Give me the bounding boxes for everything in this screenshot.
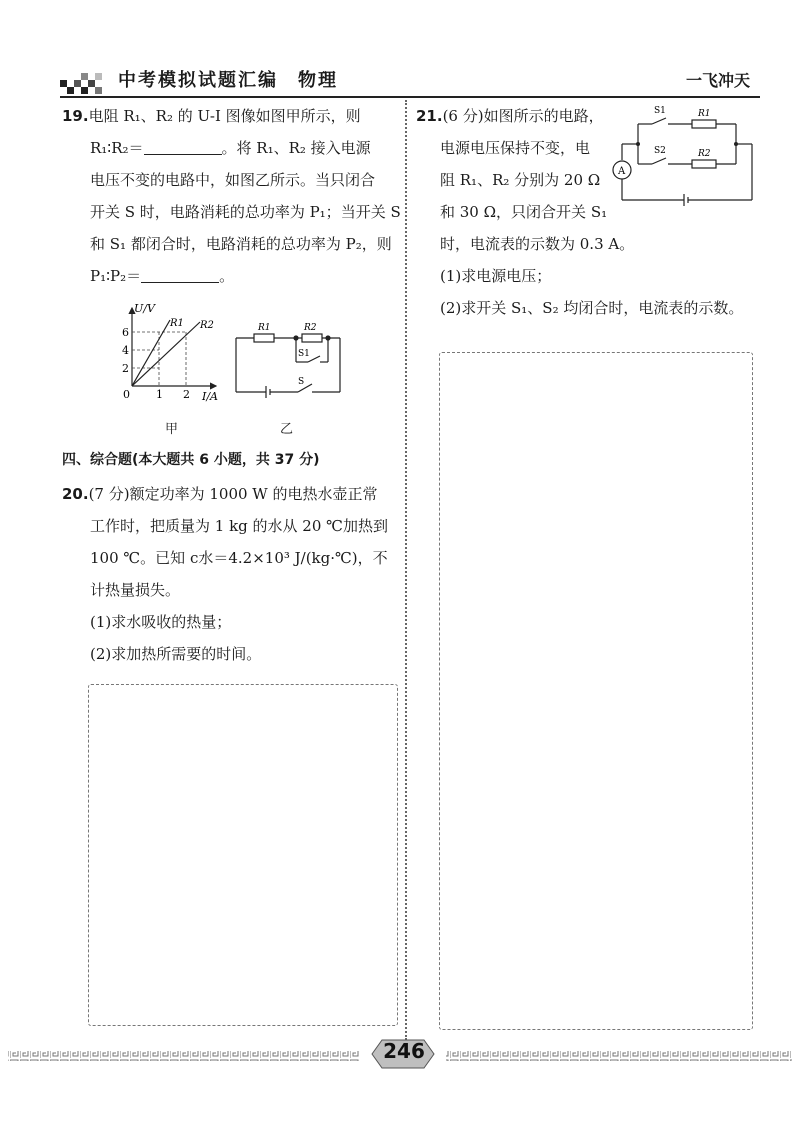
x-tick-label: 2 [183, 388, 190, 401]
q19-line-6a: P₁∶P₂＝ [90, 267, 142, 285]
page-footer [0, 1035, 800, 1075]
y-tick-label: 6 [122, 326, 129, 339]
figure-caption-jia: 甲 [165, 422, 179, 437]
x-tick-label: 1 [156, 388, 163, 401]
header-rule [60, 96, 760, 98]
answer-blank[interactable] [141, 269, 219, 283]
r1-line-label: R1 [170, 318, 184, 329]
q21-line-3: 阻 R₁、R₂ 分别为 20 Ω [440, 171, 601, 189]
checker-logo-icon [60, 66, 106, 94]
q19-line-3: 电压不变的电路中，如图乙所示。当只闭合 [90, 171, 376, 189]
q20-line-4: 计热量损失。 [90, 581, 181, 599]
switch-s1 [652, 118, 666, 124]
x-axis-label: I/A [202, 390, 218, 403]
q20-sub-1: (1)求水吸收的热量； [90, 613, 232, 631]
figure-caption-yi: 乙 [280, 422, 294, 437]
brand-logo: 一飞冲天 [685, 71, 750, 90]
y-tick-label: 4 [122, 344, 129, 357]
q20-line-1: (7 分)额定功率为 1000 W 的电热水壶正常 [88, 485, 378, 503]
r1-line [132, 320, 170, 386]
q20-line-3: 100 ℃。已知 c水＝4.2×10³ J/(kg·℃)，不 [90, 549, 388, 567]
column-divider [405, 100, 407, 1040]
q19-line-4: 开关 S 时，电路消耗的总功率为 P₁；当开关 S [90, 203, 401, 221]
s2-label: S2 [654, 146, 666, 156]
q19-line-6b: 。 [219, 267, 235, 285]
q21-line-1: (6 分)如图所示的电路， [442, 107, 604, 125]
ammeter-label: A [618, 166, 626, 177]
section-heading: 四、综合题(本大题共 6 小题，共 37 分) [62, 452, 320, 468]
book-title: 中考模拟试题汇编 物理 [118, 70, 338, 91]
q20-sub-2: (2)求加热所需要的时间。 [90, 645, 262, 663]
y-tick-label: 2 [122, 362, 129, 375]
r1-label: R1 [698, 109, 711, 119]
circuit-diagram-yi [232, 318, 352, 400]
r2-label: R2 [698, 149, 711, 159]
resistor-r1 [254, 334, 274, 342]
question-number: 20. [62, 485, 89, 503]
resistor-r2 [302, 334, 322, 342]
q19-line-1: 电阻 R₁、R₂ 的 U-I 图像如图甲所示，则 [88, 107, 361, 125]
q19-line-2a: R₁∶R₂＝ [90, 139, 144, 157]
q21-line-2: 电源电压保持不变，电 [440, 139, 591, 157]
page-header [60, 62, 760, 102]
answer-box-q21[interactable] [439, 352, 753, 1030]
q21-line-4: 和 30 Ω，只闭合开关 S₁ [440, 203, 608, 221]
q20-line-2: 工作时，把质量为 1 kg 的水从 20 ℃加热到 [90, 517, 388, 535]
answer-blank[interactable] [144, 141, 222, 155]
r2-label: R2 [304, 323, 317, 333]
switch-s2 [652, 158, 666, 164]
q21-line-5: 时，电流表的示数为 0.3 A。 [440, 235, 635, 253]
question-number: 21. [416, 107, 443, 125]
question-number: 19. [62, 107, 89, 125]
q19-line-2b: 。将 R₁、R₂ 接入电源 [221, 139, 371, 157]
question-20 [62, 478, 402, 670]
resistor-r1 [692, 120, 716, 128]
s1-label: S1 [654, 106, 666, 116]
r1-label: R1 [258, 323, 271, 333]
answer-box-q20[interactable] [88, 684, 398, 1026]
circuit-diagram-q21 [612, 100, 762, 212]
q21-sub-2: (2)求开关 S₁、S₂ 均闭合时，电流表的示数。 [440, 299, 744, 317]
r2-line-label: R2 [200, 320, 214, 331]
y-axis-label: U/V [134, 302, 155, 315]
ui-graph [112, 300, 232, 410]
resistor-r2 [692, 160, 716, 168]
page-number: 246 [383, 1039, 425, 1063]
s-label: S [298, 377, 305, 387]
q21-sub-1: (1)求电源电压； [440, 267, 552, 285]
s1-label: S1 [298, 349, 310, 359]
origin-label: 0 [123, 388, 130, 401]
q19-line-5: 和 S₁ 都闭合时，电路消耗的总功率为 P₂，则 [90, 235, 392, 253]
question-19 [62, 100, 402, 292]
